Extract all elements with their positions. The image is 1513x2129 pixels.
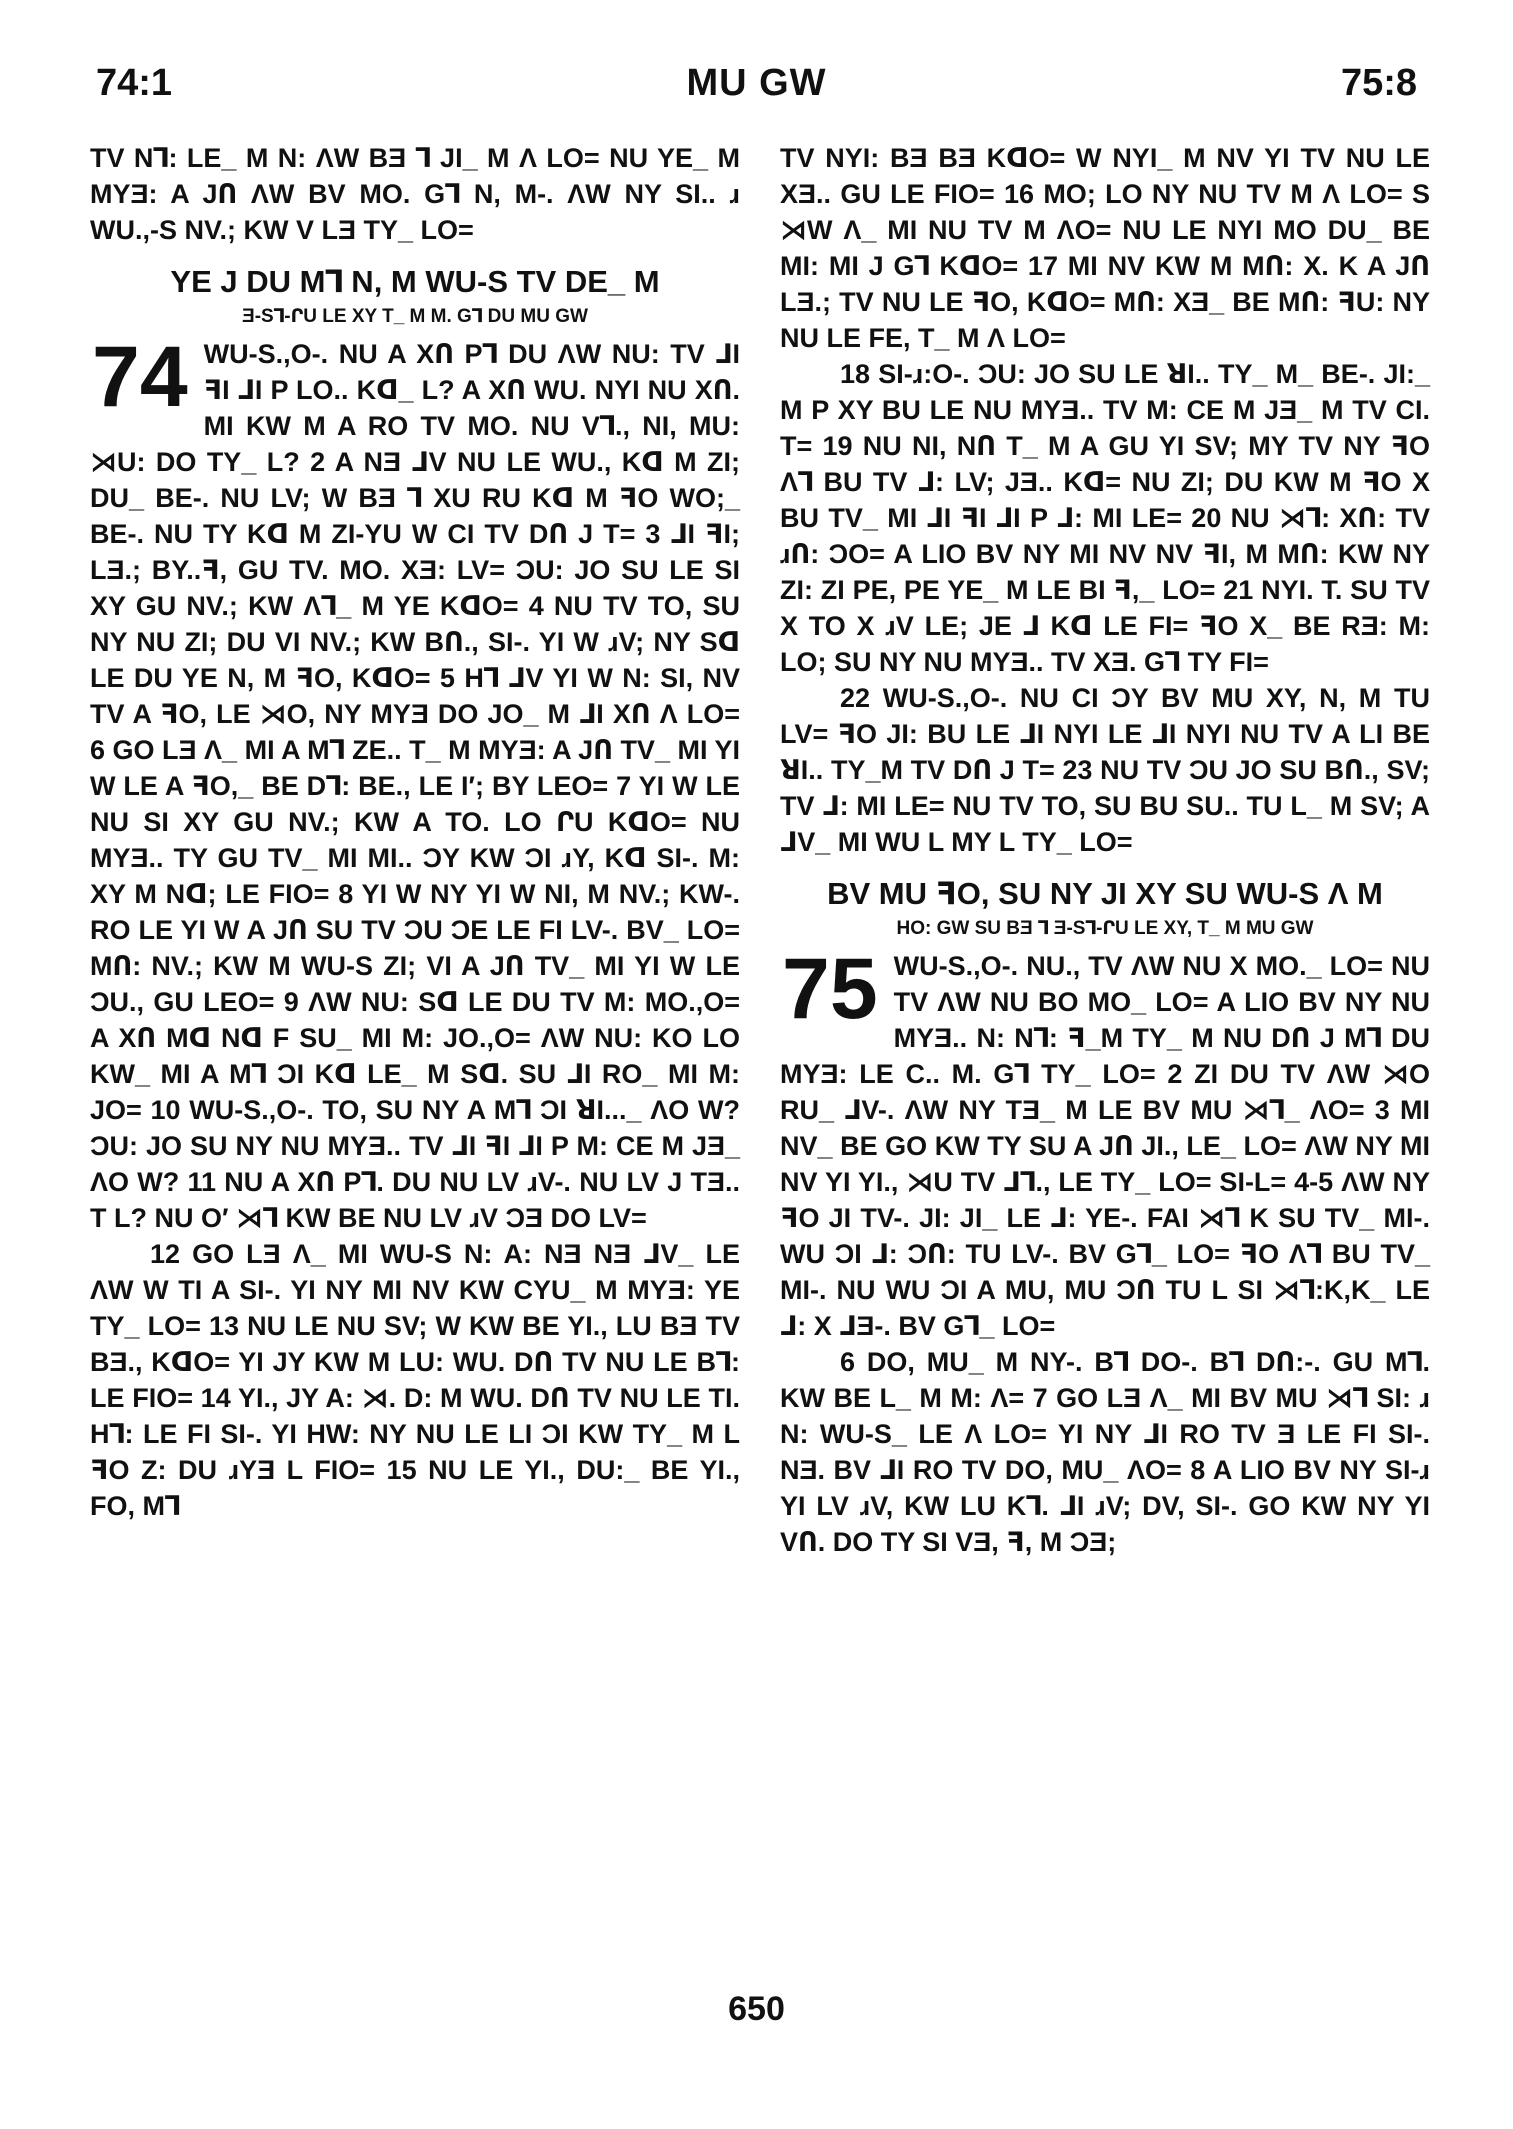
paragraph-22: 22 WU-S.,O-. NU CI ƆY BV MU XY, N, M TU LV= ꟻO JI: BU LE ⅃I NYI LE ⅃I NYI NU TV A LI BE ꓤI.. TY_M TV DՈ J T= 23 NU TV ƆU JO SU BՈ., SV; TV ⅃: MI LE= NU TV TO, SU BU SU.. TU L_ M SV; A ⅃V_ MI WU L MY L TY_ LO= — [780, 683, 1430, 857]
chapter-75 — [780, 941, 1430, 1344]
paragraph-12: 12 GO LƎ Λ_ MI WU-S N: A: NƎ NƎ ⅃V_ LE ΛW W TI A SI-. YI NY MI NV KW CYU_ M MYƎ: YE TY_ LO= 13 NU LE NU SV; W KW BE YI., LU BƎ TV BƎ., KꓷO= YI JY KW M LU: WU. DՈ TV NU LE B⅂: LE FIO= 14 YI., JY A: ⋊. D: M WU. DՈ TV NU LE TI. H⅂: LE FI SI-. YI HW: NY NU LE LI ƆI KW TY_ M L ꟻO Z: DU ɹYƎ L FIO= 15 NU LE YI., DU:_ BE YI., FO, M⅂ — [90, 1239, 740, 1521]
header-book-title: MU GW — [686, 62, 827, 104]
header-verse-start: 74:1 — [96, 62, 173, 104]
left-column — [90, 140, 740, 1524]
section-75-subtitle: HO: GW SU BƎ ⅂ Ǝ-S⅂-ՐU LE XY, T_ M MU GW — [896, 918, 1314, 939]
chapter-74-text: WU-S.,O-. NU A XՈ P⅂ DU ΛW NU: TV ⅃I ꟻI ⅃I P LO.. Kꓷ_ L? A XՈ WU. NYI NU XՈ. MI KW M A RO TV MO. NU V⅂., NI, MU: ⋊U: DO TY_ L? 2 A NƎ ⅃V NU LE WU., Kꓷ M ZI; DU_ BE-. NU LV; W BƎ ⅂ XU RU Kꓷ M ꟻO WO;_ BE-. NU TY Kꓷ M ZI-YU W CI TV DՈ J T= 3 ⅃I ꟻI; LƎ.; BY..ꟻ, GU TV. MO. XƎ: LV= ƆU: JO SU LE SI XY GU NV.; KW Λ⅂_ M YE KꓷO= 4 NU TV TO, SU NY NU ZI; DU VI NV.; KW BՈ., SI-. YI W ɹV; NY Sꓷ LE DU YE N, M ꟻO, KꓷO= 5 H⅂ ⅃V YI W N: SI, NV TV A ꟻO, LE ⋊O, NY MYƎ DO JO_ M ⅃I XՈ Λ LO= 6 GO LƎ Λ_ MI A M⅂ ZE.. T_ M MYƎ: A JՈ TV_ MI YI W LE A ꟻO,_ BE D⅂: BE., LE I′; BY LEO= 7 YI W LE NU SI XY GU NV.; KW A TO. LO ՐU KꓷO= NU MYƎ.. TY GU TV_ MI MI.. ƆY KW ƆI ɹY, Kꓷ SI-. M: XY M Nꓷ; LE FIO= 8 YI W NY YI W NI, M NV.; KW-. RO LE YI W A JՈ SU TV ƆU ƆE LE FI LV-. BV_ LO= MՈ: NV.; KW M WU-S ZI; VI A JՈ TV_ MI YI W LE ƆU., GU LEO= 9 ΛW NU: Sꓷ LE DU TV M: MO.,O= A XՈ Mꓷ Nꓷ F SU_ MI M: JO.,O= ΛW NU: KO LO KW_ MI A M⅂ ƆI Kꓷ LE_ M Sꓷ. SU ⅃I RO_ MI M: JO= 10 WU-S.,O-. TO, SU NY A M⅂ ƆI ꓤI..._ ΛO W? ƆU: JO SU NY NU MYƎ.. TV ⅃I ꟻI ⅃I P M: CE M JƎ_ ΛO W? 11 NU A XՈ P⅂. DU NU LV ɹV-. NU LV J TƎ.. T L? NU O′ ⋊⅂ KW BE NU LV ɹV ƆƎ DO LV= — [90, 339, 740, 1233]
chapter-75-text: WU-S.,O-. NU., TV ΛW NU X MO._ LO= NU TV ΛW NU BO MO_ LO= A LIO BV NY NU MYƎ.. N: N⅂: ꟻ_M TY_ M NU DՈ J M⅂ DU MYƎ: LE C.. M. G⅂ TY_ LO= 2 ZI DU TV ΛW ⋊O RU_ ⅃V-. ΛW NY TƎ_ M LE BV MU ⋊⅂_ ΛO= 3 MI NV_ BE GO KW TY SU A JՈ JI., LE_ LO= ΛW NY MI NV YI YI., ⋊U TV ⅃⅂., LE TY_ LO= SI-L= 4-5 ΛW NY ꟻO JI TV-. JI: JI_ LE ⅃: YE-. FAI ⋊⅂ K SU TV_ MI-. WU ƆI ⅃: ƆՈ: TU LV-. BV G⅂_ LO= ꟻO Λ⅂ BU TV_ MI-. NU WU ƆI A MU, MU ƆՈ TU L SI ⋊⅂:K,K_ LE ⅃: X ⅃Ǝ-. BV G⅂_ LO= — [780, 951, 1430, 1341]
section-74-title: YE J DU M⅂ N, M WU-S TV DE_ M — [170, 264, 660, 299]
header-verse-end: 75:8 — [1340, 62, 1417, 104]
paragraph-intro: TV N⅂: LE_ M N: ΛW BƎ ⅂ JI_ M Λ LO= NU YE_ M MYƎ: A JՈ ΛW BV MO. G⅂ N, M-. ΛW NY SI.. ɹ WU.,-S NV.; KW V LƎ TY_ LO= — [90, 143, 740, 245]
section-75-title: BV MU ꟻO, SU NY JI XY SU WU-S Λ M — [827, 876, 1383, 911]
paragraph-18: 18 SI-ɹ:O-. ƆU: JO SU LE ꓤI.. TY_ M_ BE-. JI:_ M P XY BU LE NU MYƎ.. TV M: CE M JƎ_ M TV CI. T= 19 NU NI, NՈ T_ M A GU YI SV; MY TV NY ꟻO Λ⅂ BU TV ⅃: LV; JƎ.. Kꓷ= NU ZI; DU KW M ꟻO X BU TV_ MI ⅃I ꟻI ⅃I P ⅃: MI LE= 20 NU ⋊⅂: XՈ: TV ɹՈ: ƆO= A LIO BV NY MI NV NV ꟻI, M MՈ: KW NY ZI: ZI PE, PE YE_ M LE BI ꟻ,_ LO= 21 NYI. T. SU TV X TO X ɹV LE; JE ⅃ Kꓷ LE FI= ꟻO X_ BE RƎ: M: LO; SU NY NU MYƎ.. TV XƎ. G⅂ TY FI= — [780, 359, 1430, 677]
paragraph-continued: TV NYI: BƎ BƎ KꓷO= W NYI_ M NV YI TV NU LE XƎ.. GU LE FIO= 16 MO; LO NY NU TV M Λ LO= S ⋊W Λ_ MI NU TV M ΛO= NU LE NYI MO DU_ BE MI: MI J G⅂ KꓷO= 17 MI NV KW M MՈ: X. K A JՈ LƎ.; TV NU LE ꟻO, KꓷO= MՈ: XƎ_ BE MՈ: ꟻU: NY NU LE FE, T_ M Λ LO= — [780, 143, 1430, 353]
chapter-74 — [90, 329, 740, 1236]
section-74-subtitle: Ǝ-S⅂-ՐU LE XY T_ M M. G⅂ DU MU GW — [242, 306, 588, 327]
page-number: 650 — [728, 1990, 785, 2028]
chapter-75-number: 75 — [782, 941, 878, 1037]
running-header — [96, 62, 1417, 112]
paragraph-6: 6 DO, MU_ M NY-. B⅂ DO-. B⅂ DՈ:-. GU M⅂. KW BE L_ M M: Λ= 7 GO LƎ Λ_ MI BV MU ⋊⅂ SI: ɹ N: WU-S_ LE Λ LO= YI NY ⅃I RO TV Ǝ LE FI SI-. NƎ. BV ⅃I RO TV DO, MU_ ΛO= 8 A LIO BV NY SI-ɹ YI LV ɹV, KW LU K⅂. ⅃I ɹV; DV, SI-. GO KW NY YI VՈ. DO TY SI VƎ, ꟻ, M ƆƎ; — [780, 1347, 1430, 1557]
chapter-74-number: 74 — [92, 329, 188, 425]
right-column — [780, 140, 1430, 1560]
